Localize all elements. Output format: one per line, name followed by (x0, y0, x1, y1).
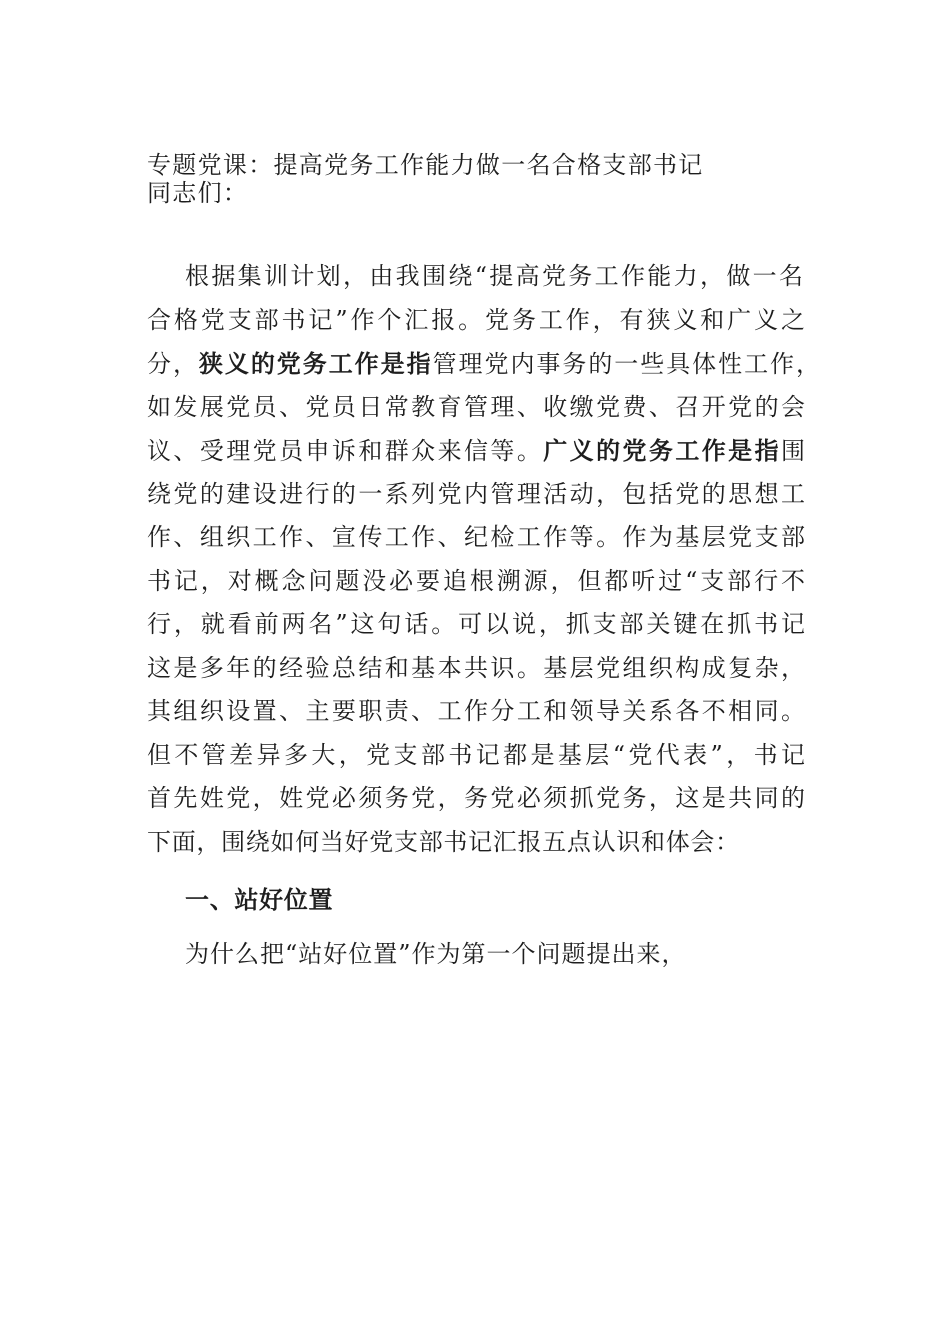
paragraph-line: 绕党的建设进行的一系列党内管理活动，包括党的思想工 (147, 479, 805, 508)
paragraph-line: 如发展党员、党员日常教育管理、收缴党费、召开党的会 (147, 392, 805, 421)
section-heading: 一、站好位置 (185, 885, 334, 914)
line-text: 议、受理党员申诉和群众来信等。 (147, 437, 544, 465)
paragraph-line: 作、组织工作、宣传工作、纪检工作等。作为基层党支部 (147, 523, 805, 551)
paragraph-line: 这是多年的经验总结和基本共识。基层党组织构成复杂， (147, 653, 805, 682)
salutation: 同志们： (147, 179, 249, 207)
document-title: 专题党课：提高党务工作能力做一名合格支部书记 (147, 151, 704, 179)
paragraph-line: 下面，围绕如何当好党支部书记汇报五点认识和体会： (147, 827, 740, 856)
paragraph-line: 首先姓党，姓党必须务党，务党必须抓党务，这是共同的 (147, 784, 805, 812)
paragraph-line (147, 429, 805, 473)
paragraph-line (147, 342, 820, 386)
line-text: 围 (781, 437, 805, 465)
section-paragraph-line: 为什么把“站好位置”作为第一个问题提出来， (185, 940, 687, 968)
intro-paragraph (147, 255, 837, 864)
paragraph-line: 其组织设置、主要职责、工作分工和领导关系各不相同。 (147, 697, 805, 725)
bold-phrase-broad-definition: 广义的党务工作是指 (543, 436, 781, 465)
paragraph-line: 书记，对概念问题没必要追根溯源，但都听过“支部行不 (147, 566, 805, 595)
paragraph-line: 行，就看前两名”这句话。可以说，抓支部关键在抓书记 (147, 610, 805, 638)
paragraph-line: 根据集训计划，由我围绕“提高党务工作能力，做一名 (185, 262, 803, 290)
line-text: 管理党内事务的一些具体性工作， (432, 350, 821, 378)
paragraph-line: 但不管差异多大，党支部书记都是基层“党代表”，书记 (147, 740, 805, 769)
bold-phrase-narrow-definition: 狭义的党务工作是指 (198, 349, 433, 378)
line-text: 分， (147, 350, 199, 378)
paragraph-line: 合格党支部书记”作个汇报。党务工作，有狭义和广义之 (147, 305, 805, 334)
